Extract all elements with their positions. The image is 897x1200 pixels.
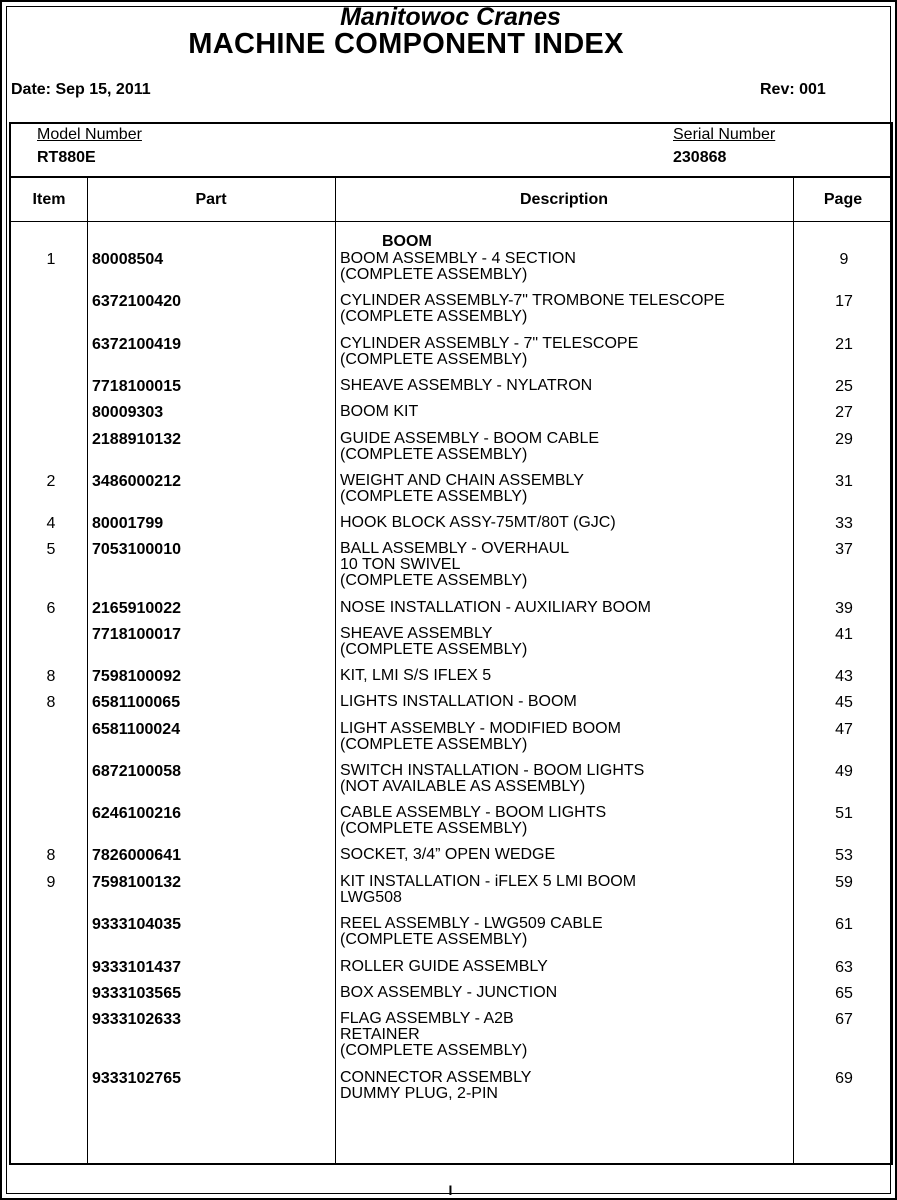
description-line: (NOT AVAILABLE AS ASSEMBLY) [340, 778, 586, 795]
part-number: 6581100024 [92, 721, 181, 738]
part-description [340, 336, 638, 368]
item-number: 8 [46, 847, 56, 864]
description-line: BOOM ASSEMBLY - 4 SECTION [340, 250, 576, 267]
brand-name: Manitowoc Cranes [340, 3, 561, 31]
part-description [340, 1011, 527, 1059]
document-title: MACHINE COMPONENT INDEX [188, 28, 624, 60]
description-line: (COMPLETE ASSEMBLY) [340, 308, 528, 325]
page-number: 37 [835, 541, 853, 558]
column-header-description: Description [519, 191, 608, 208]
part-number: 80009303 [92, 404, 164, 421]
part-description [340, 874, 636, 906]
description-line: NOSE INSTALLATION - AUXILIARY BOOM [340, 599, 651, 616]
part-description [340, 985, 557, 1001]
part-number: 7598100092 [92, 668, 181, 685]
part-description [340, 404, 418, 420]
description-line: (COMPLETE ASSEMBLY) [340, 931, 528, 948]
item-number: 8 [46, 668, 56, 685]
description-line: KIT, LMI S/S IFLEX 5 [340, 667, 492, 684]
part-number: 9333102765 [92, 1070, 181, 1087]
item-number: 5 [46, 541, 56, 558]
page-number: 39 [835, 600, 853, 617]
item-number: 8 [46, 694, 56, 711]
model-number-label: Model Number [37, 126, 142, 143]
part-description [340, 721, 621, 753]
part-number: 7053100010 [92, 541, 181, 558]
part-number: 9333103565 [92, 985, 181, 1002]
page-number: 41 [835, 626, 853, 643]
description-line: GUIDE ASSEMBLY - BOOM CABLE [340, 430, 600, 447]
page-number: 53 [835, 847, 853, 864]
description-line: BOX ASSEMBLY - JUNCTION [340, 984, 558, 1001]
part-description [340, 626, 527, 658]
column-header-divider [11, 221, 891, 222]
page-number: 49 [835, 763, 853, 780]
page-number: 33 [835, 515, 853, 532]
part-description [340, 1070, 531, 1102]
page-number: 43 [835, 668, 853, 685]
description-line: (COMPLETE ASSEMBLY) [340, 736, 528, 753]
part-description [340, 694, 577, 710]
part-description [340, 600, 651, 616]
page-number: 69 [835, 1070, 853, 1087]
part-number: 9333102633 [92, 1011, 181, 1028]
description-line: 10 TON SWIVEL [340, 556, 461, 573]
description-line: FLAG ASSEMBLY - A2B [340, 1010, 514, 1027]
part-description [340, 251, 576, 283]
part-description [340, 847, 555, 863]
part-number: 7718100015 [92, 378, 181, 395]
item-number: 4 [46, 515, 56, 532]
part-number: 7598100132 [92, 874, 181, 891]
page-number: 27 [835, 404, 853, 421]
page-number: 29 [835, 431, 853, 448]
page-number: 67 [835, 1011, 853, 1028]
page-number: 17 [835, 293, 853, 310]
column-header-page: Page [823, 191, 863, 208]
description-line: (COMPLETE ASSEMBLY) [340, 266, 528, 283]
part-description [340, 431, 599, 463]
page-number: 51 [835, 805, 853, 822]
page-number: 59 [835, 874, 853, 891]
description-line: ROLLER GUIDE ASSEMBLY [340, 958, 548, 975]
description-line: (COMPLETE ASSEMBLY) [340, 572, 528, 589]
part-number: 6372100420 [92, 293, 181, 310]
description-line: KIT INSTALLATION - iFLEX 5 LMI BOOM [340, 873, 637, 890]
part-description [340, 515, 616, 531]
page-number: 63 [835, 959, 853, 976]
description-line: WEIGHT AND CHAIN ASSEMBLY [340, 472, 584, 489]
section-title: BOOM [382, 233, 432, 250]
page-number: 47 [835, 721, 853, 738]
revision-label: Rev: 001 [760, 81, 826, 98]
description-line: DUMMY PLUG, 2-PIN [340, 1085, 498, 1102]
description-line: CABLE ASSEMBLY - BOOM LIGHTS [340, 804, 607, 821]
part-description [340, 805, 606, 837]
part-number: 6581100065 [92, 694, 181, 711]
part-number: 6246100216 [92, 805, 181, 822]
part-description [340, 473, 584, 505]
description-line: (COMPLETE ASSEMBLY) [340, 446, 528, 463]
page-number: 9 [839, 251, 849, 268]
description-line: (COMPLETE ASSEMBLY) [340, 1042, 528, 1059]
column-divider [87, 222, 88, 1163]
serial-number-label: Serial Number [673, 126, 776, 143]
description-line: LIGHT ASSEMBLY - MODIFIED BOOM [340, 720, 621, 737]
description-line: CONNECTOR ASSEMBLY [340, 1069, 532, 1086]
description-line: (COMPLETE ASSEMBLY) [340, 820, 528, 837]
part-number: 6872100058 [92, 763, 181, 780]
description-line: (COMPLETE ASSEMBLY) [340, 351, 528, 368]
serial-number-value: 230868 [673, 149, 727, 166]
page-number: 21 [835, 336, 853, 353]
part-number: 9333104035 [92, 916, 181, 933]
item-number: 6 [46, 600, 56, 617]
description-line: RETAINER [340, 1026, 420, 1043]
description-line: CYLINDER ASSEMBLY-7" TROMBONE TELESCOPE [340, 292, 725, 309]
part-number: 80008504 [92, 251, 164, 268]
description-line: HOOK BLOCK ASSY-75MT/80T (GJC) [340, 514, 616, 531]
description-line: BOOM KIT [340, 403, 419, 420]
part-description [340, 541, 569, 589]
part-description [340, 763, 644, 795]
part-description [340, 668, 491, 684]
description-line: LIGHTS INSTALLATION - BOOM [340, 693, 577, 710]
header-divider [11, 176, 891, 178]
item-number: 9 [46, 874, 56, 891]
page-number: 45 [835, 694, 853, 711]
page-footer: I [448, 1182, 453, 1198]
description-line: SWITCH INSTALLATION - BOOM LIGHTS [340, 762, 645, 779]
part-number: 80001799 [92, 515, 164, 532]
description-line: CYLINDER ASSEMBLY - 7" TELESCOPE [340, 335, 639, 352]
description-line: LWG508 [340, 889, 402, 906]
page-number: 61 [835, 916, 853, 933]
column-header-part: Part [195, 191, 227, 208]
part-number: 7826000641 [92, 847, 181, 864]
column-header-item: Item [32, 191, 66, 208]
item-number: 2 [46, 473, 56, 490]
part-description [340, 959, 548, 975]
part-number: 9333101437 [92, 959, 181, 976]
column-divider [793, 222, 794, 1163]
item-number: 1 [46, 251, 56, 268]
part-number: 7718100017 [92, 626, 181, 643]
description-line: REEL ASSEMBLY - LWG509 CABLE [340, 915, 603, 932]
description-line: SHEAVE ASSEMBLY [340, 625, 493, 642]
model-number-value: RT880E [37, 149, 96, 166]
column-divider [335, 222, 336, 1163]
part-description [340, 916, 603, 948]
description-line: BALL ASSEMBLY - OVERHAUL [340, 540, 570, 557]
page-number: 31 [835, 473, 853, 490]
description-line: (COMPLETE ASSEMBLY) [340, 641, 528, 658]
part-number: 2165910022 [92, 600, 181, 617]
description-line: SHEAVE ASSEMBLY - NYLATRON [340, 377, 593, 394]
page-number: 65 [835, 985, 853, 1002]
part-number: 3486000212 [92, 473, 181, 490]
description-line: (COMPLETE ASSEMBLY) [340, 488, 528, 505]
page-number: 25 [835, 378, 853, 395]
part-description [340, 293, 725, 325]
part-number: 6372100419 [92, 336, 181, 353]
description-line: SOCKET, 3/4” OPEN WEDGE [340, 846, 556, 863]
part-description [340, 378, 592, 394]
date-label: Date: Sep 15, 2011 [11, 81, 151, 98]
part-number: 2188910132 [92, 431, 181, 448]
